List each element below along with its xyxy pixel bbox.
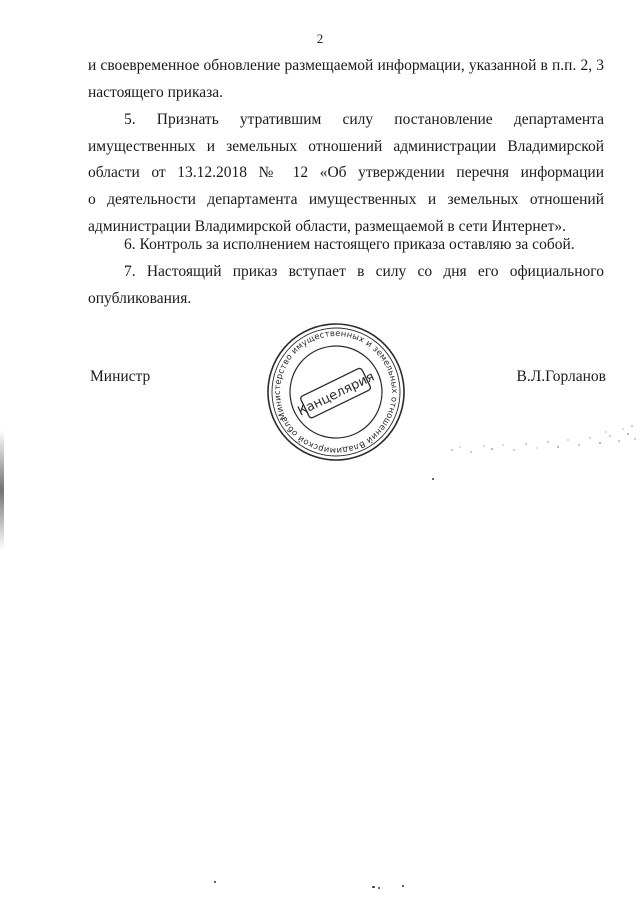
paragraph-line: области от 13.12.2018 № 12 «Об утверждении перечня информации [88,164,604,182]
paragraph-line: администрации Владимирской области, размещаемой в сети Интернет». [88,217,566,235]
scan-dot [372,886,375,888]
paragraph-line: 7. Настоящий приказ вступает в силу со дня его официального [124,263,604,280]
paragraph-continuation [88,53,604,106]
scan-dot [432,478,434,480]
scan-dot [402,885,404,887]
paragraph-line: о деятельности департамента имущественных и земельных отношений [88,191,604,209]
signatory-title: Министр [90,368,151,385]
scan-dot [214,881,216,883]
paragraph-line: 6. Контроль за исполнением настоящего приказа оставляю за собой. [124,236,575,253]
paragraph-line: опубликования. [88,289,192,307]
page-number: 2 [316,31,324,46]
scan-artifact-edge [0,430,4,550]
paragraph-item-5 [88,107,604,241]
paragraph-line: и своевременное обновление размещаемой информации, указанной в п.п. 2, 3 [88,57,604,74]
stamp-center-text: Канцелярия [295,369,377,420]
paragraph-item-6 [88,232,604,259]
paragraph-line: настоящего приказа. [88,83,224,101]
official-stamp [262,318,410,466]
signatory-name: В.Л.Горланов [516,368,606,385]
stamp-ring-text: Министерство имущественных и земельных отношений Владимирской области [271,327,401,457]
paragraph-item-7 [88,259,604,312]
paragraph-line: 5. Признать утратившим силу постановление департамента [124,111,604,128]
scan-speckle-artifact [440,420,640,460]
paragraph-line: имущественных и земельных отношений администрации Владимирской [88,137,604,155]
scan-dot [378,887,380,889]
